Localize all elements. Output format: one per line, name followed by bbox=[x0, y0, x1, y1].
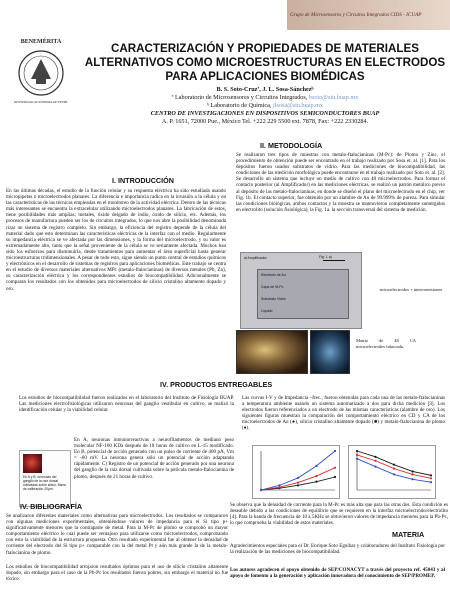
affiliation-b: ᵇ Laboratorio de Química, jlsosa@siu.buap.mx bbox=[206, 102, 324, 109]
method-text: Se realizaron tres tipos de muestras con metalo-ftalocianinas (M-Pc): de Plomo y Zinc, el procedimiento de obtención puede ser encontrado en el trabajo realizado por Sosa et. al. [1]. Para los depósitos fueron usados substratos de vidrio. Para las mediciones de biocompatibilidad, las condiciones de las medición morfológica puede encontrarse en el trabajo realizado por Soto et. al. [2]. Se desarrollo un sistema que incluye un medio de cultivo con 48 microelectrodos. Para formar el contacto posterior (al Amplificador) en las mediciones eléctricas, se realizó un patrón metálico previo al depósito de las metalo-ftalocianinas, en donde se diseñó el plano del microelectrodo en el chip, ver Fig. 1b. El contacto superior, fue obtenido por un alambre de Au de 99.999% de pureza. Para simular las condiciones biológicas, ambos contactos y la muestra se mantuvieron completamente sumergidos en electrolito (solución fisiológica), la Fig. 1a. la sección transversal del sistema de medición. bbox=[236, 152, 445, 213]
series-line-2 bbox=[261, 451, 335, 490]
series-point bbox=[411, 470, 413, 472]
series-point bbox=[334, 467, 336, 469]
series-point bbox=[430, 481, 432, 483]
figure-1a bbox=[240, 252, 362, 329]
series-point bbox=[315, 481, 317, 483]
series-point bbox=[260, 489, 262, 491]
logo-text: BENEMÉRITA bbox=[20, 39, 62, 45]
series-point bbox=[356, 450, 358, 452]
chart-axes bbox=[357, 451, 431, 490]
microscope-photo-1 bbox=[236, 330, 308, 374]
fig1-label-layer: Capa de M-Pc bbox=[261, 285, 284, 289]
materia-heading: MATERIA bbox=[392, 530, 425, 539]
address: A. P. 1651, 72000 Pue., México Tel. +222 229 5500 ext. 7878, Fax: +222 2330284. bbox=[161, 118, 369, 125]
series-point bbox=[315, 465, 317, 467]
impedance-chart bbox=[348, 445, 436, 499]
series-point bbox=[297, 484, 299, 486]
results-right-2: Se observa que la densidad de corriente para la M-Pc es más alta que para las otras dos. Esta condición es deseable debido a las condiciones de equilibrio que se requieren en la interfaz microelectrodo/electrolito [4]. Para la banda de frecuencia de 10 a 5KHz se obtuvieron valores de impedancia menores para la Pb-Pc, lo que comprueba la viabilidad de estos materiales. bbox=[230, 502, 448, 527]
neuron-image bbox=[23, 454, 42, 473]
series-line-2 bbox=[357, 459, 431, 482]
series-point bbox=[374, 466, 376, 468]
series-point bbox=[430, 477, 432, 479]
header-banner bbox=[287, 0, 450, 30]
series-point bbox=[334, 450, 336, 452]
series-point bbox=[411, 478, 413, 480]
series-point bbox=[297, 477, 299, 479]
fig1-side-caption: microelectrodos + interconexiones bbox=[380, 287, 443, 292]
fig1-label-fig: Fig. 1 a) bbox=[319, 255, 332, 259]
university-logo bbox=[14, 35, 68, 107]
series-point bbox=[411, 473, 413, 475]
results-heading: IV. PRODUCTOS ENTREGABLES bbox=[160, 380, 273, 389]
fig1-label-substrate: Substrato Vidrio bbox=[261, 297, 286, 301]
microscope-photo-2 bbox=[310, 330, 350, 374]
series-point bbox=[393, 464, 395, 466]
series-point bbox=[334, 476, 336, 478]
results-left-1: Los estudios de biocompatibilidad fueron realizados en el laboratorio del Instituto de Fisiología BUAP. Las mediciones electrofisiológicas utilizaron neuronas del ganglio vestibular en cultivo, se realizó la identificación celular y la viabilidad celular. bbox=[19, 395, 234, 414]
series-point bbox=[315, 475, 317, 477]
fig1-label-electrode: Electrodo de Au bbox=[261, 273, 286, 277]
biblio-text-2: Los estudios de biocompatibilidad arrojaron resultados óptimos para el uso de silicio cristalino altamente dopado, sin embargo para el caso de la Pb-Pc los resultados fueron pobres, sin embargo el material no fue tóxico. bbox=[6, 564, 228, 583]
series-point bbox=[393, 467, 395, 469]
method-heading: II. METODOLOGÍA bbox=[260, 141, 323, 150]
intro-text: En las últimas décadas, el estudio de la función celular y su respuesta eléctrica ha sido estudiada usando micropipetas o microelectrodos planares. La diferencia e importancia radica en la invasión a la célula y en las características de las técnicas empleadas en el monitoreo de la actividad eléctrica. Dentro de las técnicas más interesantes se encuentra la extracelular utilizando microelectrodos planares. La fabricación de estos, tiene posibilidades más amplias; metales, óxido delgado de indio, óxido de silicio, etc. Además, los procesos de manufactura pueden ser los de circuitos integrados, lo que nos abre la posibilidad denominada rizar un sistema de registro completo. Sin embargo, la eficiencia del registro depende de la célula del material dado que esto determinan las características eléctricas de la interfaz con el medio. Regularmente su impedancia eléctrica se ve afectada por las dimensiones, y la forma del microelectrodo, y su valor es extremadamente alto, tanto que la señal proveniente de la célula se ve seriamente afectada. Muchos han sido los esfuerzos para disminuirla, desde tratamientos para aumentar el área superficial hasta generar microestructuras tridimensionales. A pesar de todo esto, sigue siendo un punto central de estudios químicos y electrónicos en el desarrollo de sistemas de registros para aplicaciones biomédicas. Este trabajo se centra en el estudio de diversos materiales alternativos MPc (metalo-ftalocianinas) de diversos metales (Pb, Zn), su caracterización eléctrica y los correspondientes estudios de biocompatibilidad. Adicionalmente se comparan los resultados con los obtenidos para microelectrodos de silicio cristalino altamente dopado y oro. bbox=[6, 188, 226, 292]
series-point bbox=[356, 454, 358, 456]
series-point bbox=[393, 473, 395, 475]
series-point bbox=[297, 481, 299, 483]
bio-figure-caption: En A y B, neuronas del ganglio de la raíz dorsal cultivadas sobre silicio. Barra de calibración 20µm. bbox=[23, 475, 66, 491]
email-link-a[interactable]: bsoto@siu.buap.mx bbox=[308, 94, 359, 101]
logo-sub: UNIVERSIDAD AUTÓNOMA DE PUEBLA bbox=[14, 100, 68, 104]
biblio-text-1: Se analizaron diferentes materiales como alternativas para microelectrodos. Los resultados se compararon con algunas mediciones experimentales, obteniéndose valores de impedancia para el Si tipo p+ significativamente menores que la contraparte de metal. Para la M-Pc de plomo se comprobó un mayor comportamiento eléctrico lo cual puede ser ventajoso para utilizarse como microelectrodos, comprobando con esto la viabilidad de la estructura propuesta. Otro resultado experimental fue al obtener la densidad de corriente del electrodo del Si tipo p+ comparable con la del metal Pt y aún más grande la de la metalo-ftalocianina de plomo. bbox=[6, 513, 228, 556]
paper-title: CARACTERIZACIÓN Y PROPIEDADES DE MATERIALES ALTERNATIVOS COMO MICROESTRUCTURAS EN ELECTRODOS PARA APLICACIONES BIOMÉDICAS bbox=[84, 42, 446, 83]
series-point bbox=[430, 474, 432, 476]
results-left-2: En A, neuronas inmunorreactivas a neurofilamentos de mediano peso molecular NF-160 KDa después de 18 horas de cultivo en L-15 modificado. En B, potencial de acción generado con un pulso de corriente de 400 pA, Vm = -60 mV. La neurona genera sólo un potencial de acción adaptando rápidamente. C) Registro de un potencial de acción generado por una neurona del ganglio de la raíz dorsal cultivada sobre la película metalo-ftalocianina de plomo, después de 21 horas de cultivo. bbox=[74, 437, 234, 480]
series-point bbox=[374, 456, 376, 458]
affiliation-a: ª Laboratorio de Microsensores y Circuitos Integrados, bsoto@siu.buap.mx bbox=[171, 94, 359, 101]
biblio-heading: IV. BIBLIOGRAFÍA bbox=[20, 502, 83, 511]
intro-heading: I. INTRODUCCIÓN bbox=[112, 176, 174, 185]
banner-text: Grupo de Microsensores y Circuitos Integrados CIDS - ICUAP bbox=[290, 12, 422, 18]
email-link-b[interactable]: jlsosa@siu.buap.mx bbox=[272, 102, 324, 109]
series-point bbox=[278, 484, 280, 486]
arrow bbox=[323, 260, 345, 261]
iv-chart bbox=[252, 445, 340, 499]
support-text: Los autores agradecen el apoyo obtenido de SEP/CONACYT a través del proyecto ref. 45043 y al apoyo de fomento a la generación y aplicación innovadora del conocimiento de SEP/PROMEP. bbox=[230, 567, 445, 580]
authors: B. S. Soto-Cruzª, J. L. Sosa-Sánchezᵇ bbox=[216, 86, 314, 93]
series-point bbox=[374, 460, 376, 462]
fig1-label-liquid: Líquido bbox=[261, 309, 273, 313]
bio-figure bbox=[19, 450, 71, 507]
results-right-1: Las curvas I-V y de Impedancia –frec., fueron obtenidas para cada una de las metalo-ftalocianinas a temperatura ambiente usando un sistema automatizado a dos para dicha medición [3]. Los electrodos fueron referenciados a un electrodo de las mismas características (alambre de oro). Los siguientes figuras muestran la comparación del comportamiento eléctrico en CD y CA de los microelectrodos de Au (●), silicio cristalino altamente dopado (■) y metalo-ftalocianina de plomo (♦). bbox=[242, 395, 445, 432]
center-name: CENTRO DE INVESTIGACIONES EN DISPOSITIVOS SEMICONDUCTORES BUAP bbox=[150, 110, 380, 117]
chart-axes bbox=[261, 451, 335, 490]
seal-icon bbox=[14, 35, 68, 107]
fig1-label-amp: al Amplificador bbox=[244, 256, 267, 260]
fig1b-caption: Matriz de 48 CA microelectrodos fabricada. bbox=[356, 338, 416, 349]
thanks-text: Agradecimientos especiales para el Dr. Enrique Soto Eguibar y colaboradores del Instituto Fisiología por la realización de las mediciones de biocompatibilidad. bbox=[230, 543, 445, 556]
series-point bbox=[356, 458, 358, 460]
